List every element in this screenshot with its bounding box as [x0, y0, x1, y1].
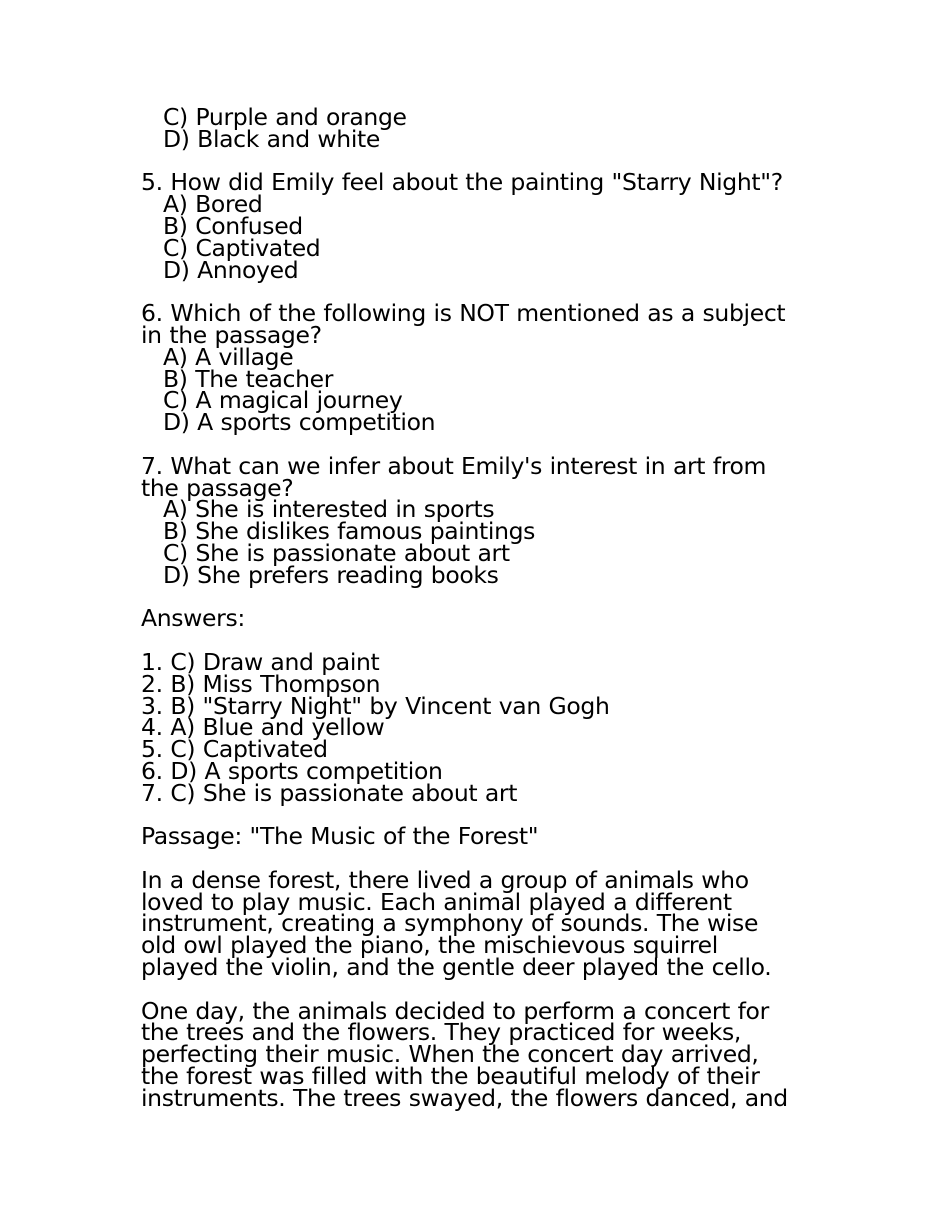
q6-option-b: B) The teacher: [163, 364, 334, 393]
q6-option-d: D) A sports competition: [163, 408, 436, 437]
passage-paragraph-2: [141, 996, 831, 1112]
answer-item: 7. C) She is passionate about art: [141, 778, 518, 807]
paragraph-line: perfecting their music. When the concert day arrived,: [141, 1040, 759, 1069]
q4-option-c: C) Purple and orange: [163, 103, 407, 131]
q7-option-c: C) She is passionate about art: [163, 538, 510, 567]
q7-question-line-1: 7. What can we infer about Emily's interest in art from: [141, 451, 767, 480]
answer-item: 3. B) "Starry Night" by Vincent van Gogh: [141, 691, 610, 720]
q5-option-c: C) Captivated: [163, 233, 321, 262]
q6-question-line-2: in the passage?: [141, 320, 322, 349]
document-page: [141, 103, 831, 1112]
q6-option-a: A) A village: [163, 342, 294, 371]
paragraph-line: instrument, creating a symphony of sounds. The wise: [141, 909, 759, 938]
answers-section: [141, 604, 831, 807]
answer-item: 5. C) Captivated: [141, 735, 328, 764]
question-6: [141, 299, 831, 437]
paragraph-line: instruments. The trees swayed, the flowers danced, and: [141, 1083, 788, 1112]
answers-heading: Answers:: [141, 604, 245, 633]
paragraph-line: loved to play music. Each animal played a different: [141, 887, 732, 916]
answer-item: 6. D) A sports competition: [141, 756, 443, 785]
q5-question: 5. How did Emily feel about the painting "Starry Night"?: [141, 168, 783, 197]
q5-option-d: D) Annoyed: [163, 255, 299, 284]
question-4-options: [141, 103, 831, 153]
paragraph-line: old owl played the piano, the mischievous squirrel: [141, 931, 718, 960]
q4-option-d: D) Black and white: [163, 124, 380, 153]
passage-title: Passage: "The Music of the Forest": [141, 822, 539, 851]
answer-item: 4. A) Blue and yellow: [141, 713, 385, 742]
paragraph-line: the trees and the flowers. They practiced for weeks,: [141, 1018, 741, 1047]
q6-question-line-1: 6. Which of the following is NOT mentioned as a subject: [141, 299, 786, 328]
q6-option-c: C) A magical journey: [163, 386, 403, 415]
question-7: [141, 451, 831, 589]
passage-paragraph-1: [141, 865, 831, 982]
q7-option-a: A) She is interested in sports: [163, 495, 495, 524]
paragraph-line: played the violin, and the gentle deer played the cello.: [141, 953, 772, 982]
question-5: [141, 168, 831, 284]
paragraph-line: the forest was filled with the beautiful melody of their: [141, 1062, 760, 1091]
q5-option-a: A) Bored: [163, 190, 263, 219]
q5-option-b: B) Confused: [163, 211, 303, 240]
q7-question-line-2: the passage?: [141, 473, 294, 502]
q7-option-b: B) She dislikes famous paintings: [163, 517, 536, 546]
paragraph-line: One day, the animals decided to perform a concert for: [141, 996, 769, 1025]
answer-item: 2. B) Miss Thompson: [141, 669, 381, 698]
answer-item: 1. C) Draw and paint: [141, 647, 380, 676]
paragraph-line: In a dense forest, there lived a group of animals who: [141, 865, 749, 894]
passage-section: [141, 822, 831, 1112]
q7-option-d: D) She prefers reading books: [163, 560, 499, 589]
